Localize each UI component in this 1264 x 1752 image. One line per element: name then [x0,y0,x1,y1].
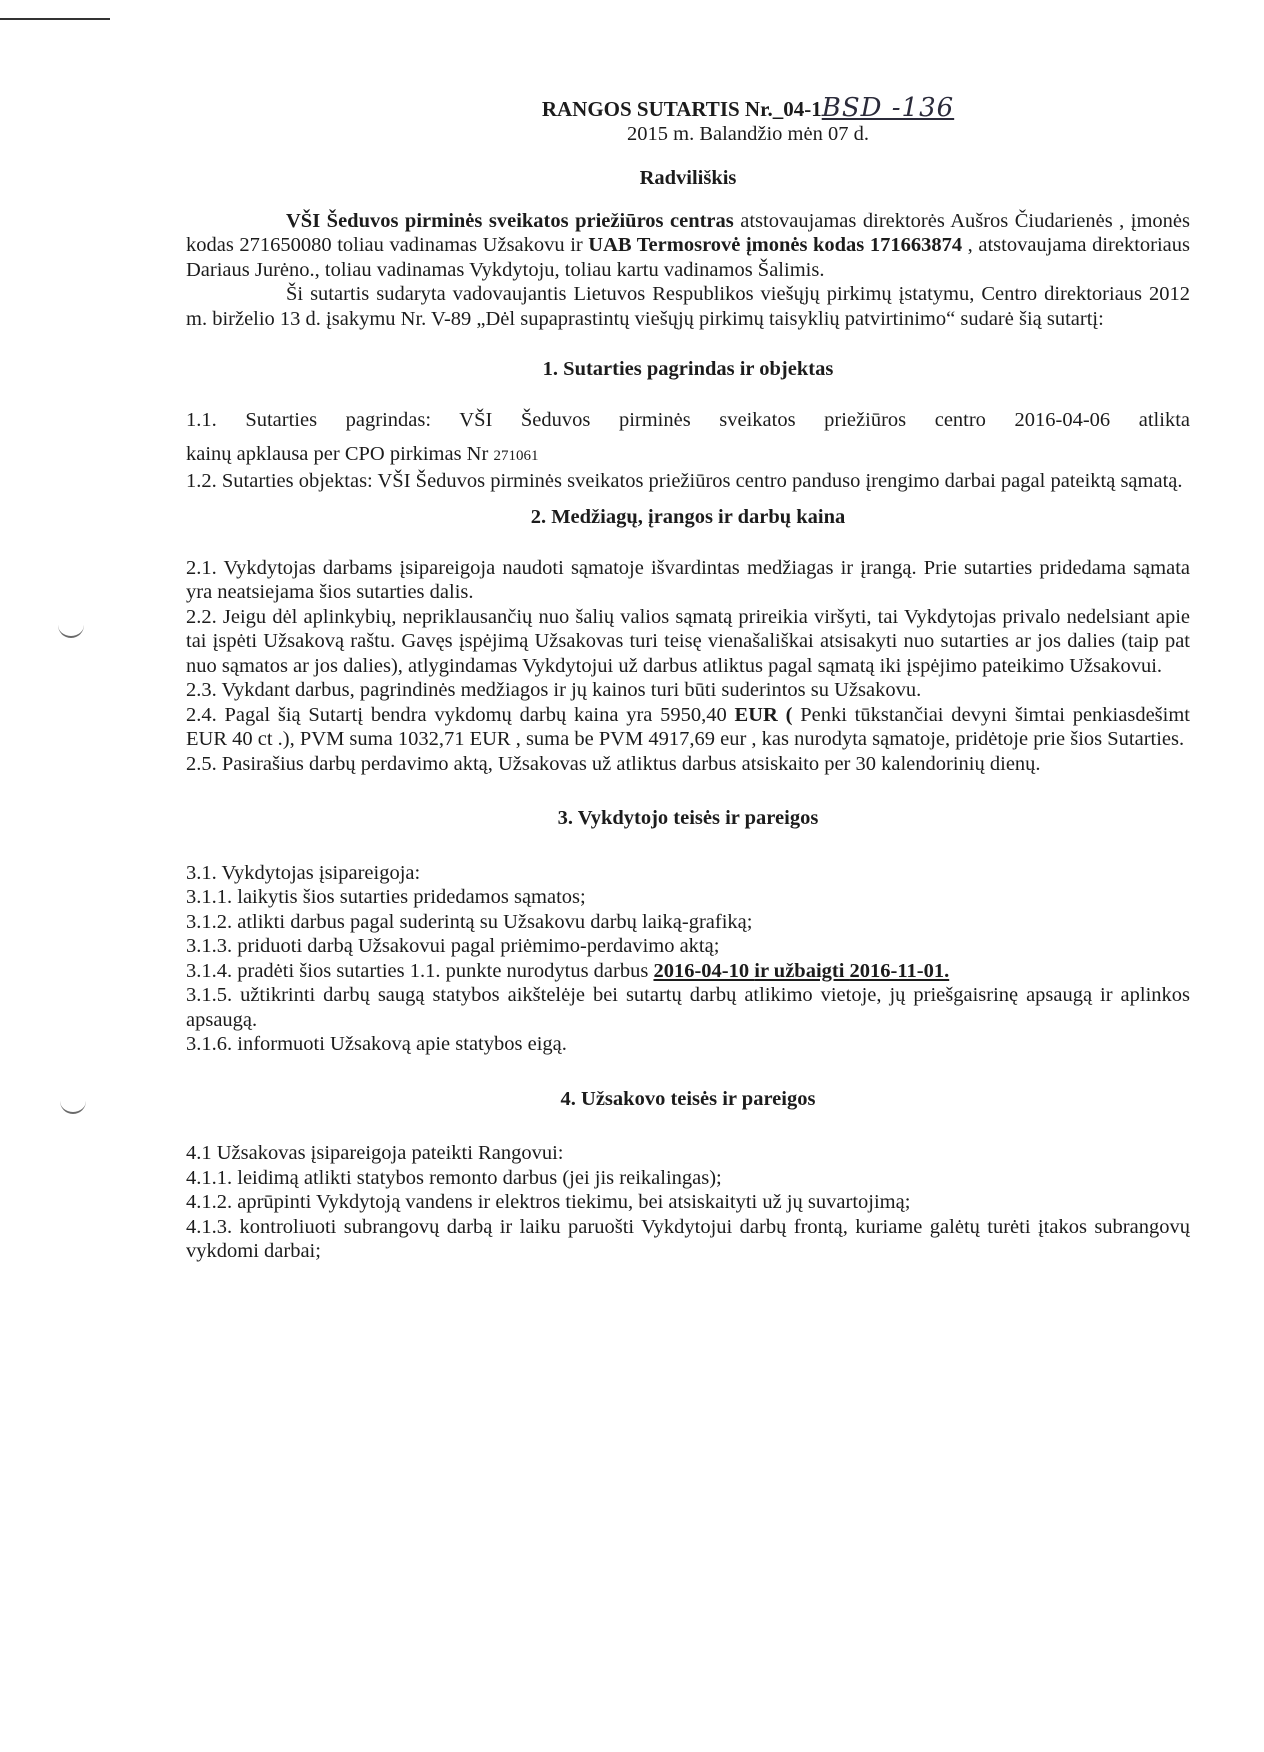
intro-parties [186,209,1190,283]
clause-1-1: 1.1. Sutarties pagrindas: VŠI Šeduvos pirminės sveikatos priežiūros centro 2016-04-06 atlikta [186,408,1190,431]
clause-3-1-3: 3.1.3. priduoti darbą Užsakovui pagal priėmimo-perdavimo aktą; [186,935,720,957]
clause-4-1-1: 4.1.1. leidimą atlikti statybos remonto darbus (jei jis reikalingas); [186,1166,722,1189]
clause-4-1: 4.1 Užsakovas įsipareigoja pateikti Rangovui: [186,1142,564,1164]
scan-edge-mark [0,18,110,20]
clause-2-4 [186,703,1190,752]
clause-3-1-5: 3.1.5. užtikrinti darbų saugą statybos aikštelėje bei sutartų darbų atlikimo vietoje, jų priešgaisrinę apsaugą ir aplinkos apsaugą. [186,984,1190,1031]
clause-2-5: 2.5. Pasirašius darbų perdavimo aktą, Užsakovas už atliktus darbus atsiskaito per 30 kalendorinių dienų. [186,752,1041,775]
clause-3-1-4-text: 3.1.4. pradėti šios sutarties 1.1. punkte nurodytus darbus [186,959,654,982]
section-3-heading: 3. Vykdytojo teisės ir pareigos [557,807,819,829]
punch-hole-mark [60,1098,86,1114]
section-1-heading: 1. Sutarties pagrindas ir objektas [542,358,834,380]
party1-name: VŠI Šeduvos pirminės sveikatos priežiūros centras [286,209,734,232]
clause-3-1-4 [186,959,1190,984]
party2-details: , atstovaujama direktoriaus Dariaus Jurėno., toliau vadinamas Vykdytoju, toliau kartu vadinamos Šalimis. [186,234,1190,281]
party2-name: UAB Termosrovė įmonės kodas 171663874 [588,234,963,256]
contract-city: Radviliškis [639,167,737,189]
clause-1-1-text: kainų apklausa per CPO pirkimas Nr [186,443,494,465]
punch-hole-mark [58,622,84,638]
section-4-heading: 4. Užsakovo teisės ir pareigos [560,1087,816,1110]
start-date: 2016-04-10 [653,959,755,982]
clause-3-1-2: 3.1.2. atlikti darbus pagal suderintą su Užsakovu darbų laiką-grafiką; [186,910,753,933]
clause-2-2: 2.2. Jeigu dėl aplinkybių, nepriklausančių nuo šalių valios sąmatą prireikia viršyti, tai Vykdytojas privalo nedelsiant apie tai įspėti Užsakovą raštu. Gavęs įspėjimą Užsakovas turi teisę vienašališkai atsisakyti nuo sutarties ar jos dalies (taip pat nuo sąmatos ar jos dalies), atlygindamas Vykdytojui už darbus atliktus pagal sąmatą iki įspėjimo pateikimo Užsakovui. [186,605,1190,677]
clause-4-1-2: 4.1.2. aprūpinti Vykdytoją vandens ir elektros tiekimu, bei atsiskaityti už jų suvartojimą; [186,1191,911,1213]
contract-page [186,93,1190,1264]
party1-details: atstovaujamas direktorės Aušros Čiudarienės , įmonės kodas 271650080 toliau vadinamas Užsakovu ir [186,209,1190,256]
clause-2-4-rest: Penki tūkstančiai devyni šimtai penkiasdešimt EUR 40 ct .), PVM suma 1032,71 EUR , suma be PVM 4917,69 eur , kas nurodyta sąmatoje, pridėtoje prie šios Sutarties. [186,703,1190,750]
purchase-number: 271061 [493,448,539,464]
clause-3-1-1: 3.1.1. laikytis šios sutarties pridedamos sąmatos; [186,886,586,908]
contract-date: 2015 m. Balandžio mėn 07 d. [627,122,869,145]
clause-2-1: 2.1. Vykdytojas darbams įsipareigoja naudoti sąmatoje išvardintas medžiagas ir įrangą. Prie sutarties pridedama sąmata yra neatsiejama šios sutarties dalis. [186,556,1190,603]
clause-1-1-cont [186,442,1190,469]
clause-2-3: 2.3. Vykdant darbus, pagrindinės medžiagos ir jų kainos turi būti suderintos su Užsakovu. [186,679,922,701]
title-prefix: RANGOS SUTARTIS Nr._04-1 [541,97,822,121]
section-2-heading: 2. Medžiagų, įrangos ir darbų kaina [530,506,846,528]
contract-title [306,93,1190,123]
end-label: ir užbaigti [754,959,850,982]
clause-2-4-text: 2.4. Pagal šią Sutartį bendra vykdomų darbų kaina yra 5950,40 [186,703,735,726]
end-date: 2016-11-01. [849,959,950,982]
intro-basis: Ši sutartis sudaryta vadovaujantis Lietuvos Respublikos viešųjų pirkimų įstatymu, Centro direktoriaus 2012 m. birželio 13 d. įsakymu Nr. V-89 „Dėl supaprastintų viešųjų pirkimų taisyklių patvirtinimo“ sudarė šią sutartį: [186,283,1190,330]
clause-3-1: 3.1. Vykdytojas įsipareigoja: [186,861,421,884]
clause-1-2: 1.2. Sutarties objektas: VŠI Šeduvos pirminės sveikatos priežiūros centro panduso įrengimo darbai pagal pateiktą sąmatą. [186,469,1183,492]
clause-3-1-6: 3.1.6. informuoti Užsakovą apie statybos eigą. [186,1033,567,1055]
handwritten-number: BSD -136 [821,93,955,123]
clause-4-1-3: 4.1.3. kontroliuoti subrangovų darbą ir laiku paruošti Vykdytojui darbų frontą, kuriame galėtų turėti įtakos subrangovų vykdomi darbai; [186,1215,1190,1262]
currency-bold: EUR ( [734,703,793,726]
